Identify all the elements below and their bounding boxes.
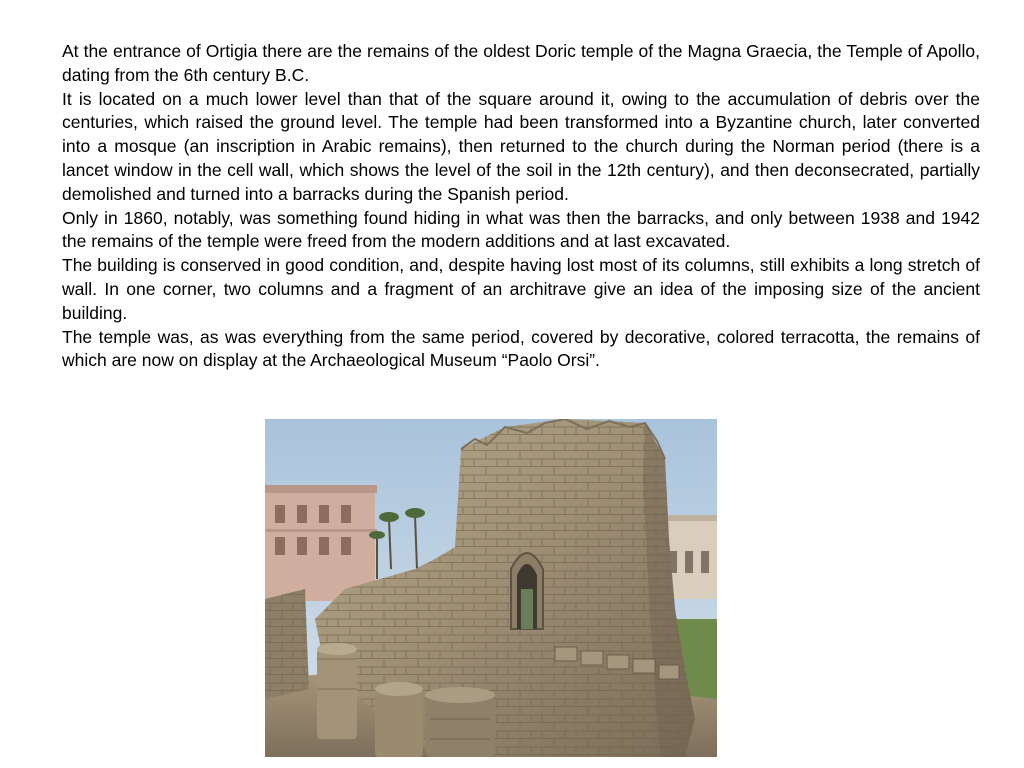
left-building [265, 485, 377, 601]
paragraph-discovery: Only in 1860, notably, was something found hiding in what was then the barracks, and only between 1938 and 1942 the remains of the temple were freed from the modern additions and at last excavated. [62, 207, 980, 252]
paragraph-intro: At the entrance of Ortigia there are the remains of the oldest Doric temple of the Magna Graecia, the Temple of Apollo, dating from the 6th century B.C. [62, 41, 980, 85]
paragraph-condition: The building is conserved in good condition, and, despite having lost most of its columns, still exhibits a long stretch of wall. In one corner, two columns and a fragment of an architrave give an idea of the imposing size of the ancient building. [62, 255, 980, 323]
temple-ruins-illustration [265, 419, 717, 757]
lancet-doorway [511, 553, 543, 629]
paragraph-terracotta: The temple was, as was everything from the same period, covered by decorative, colored terracotta, the remains of which are now on display at the Archaeological Museum “Paolo Orsi”. [62, 326, 980, 371]
paragraph-history: It is located on a much lower level than that of the square around it, owing to the accumulation of debris over the centuries, which raised the ground level. The temple had been transformed into a Byzantine church, later converted into a mosque (an inscription in Arabic remains), then returned to the church during the Norman period (there is a lancet window in the cell wall, which shows the level of the soil in the 12th century), and then deconsecrated, partially demolished and turned into a barracks during the Spanish period. [62, 88, 980, 204]
temple-of-apollo-photo [265, 419, 717, 757]
body-text [62, 40, 980, 373]
